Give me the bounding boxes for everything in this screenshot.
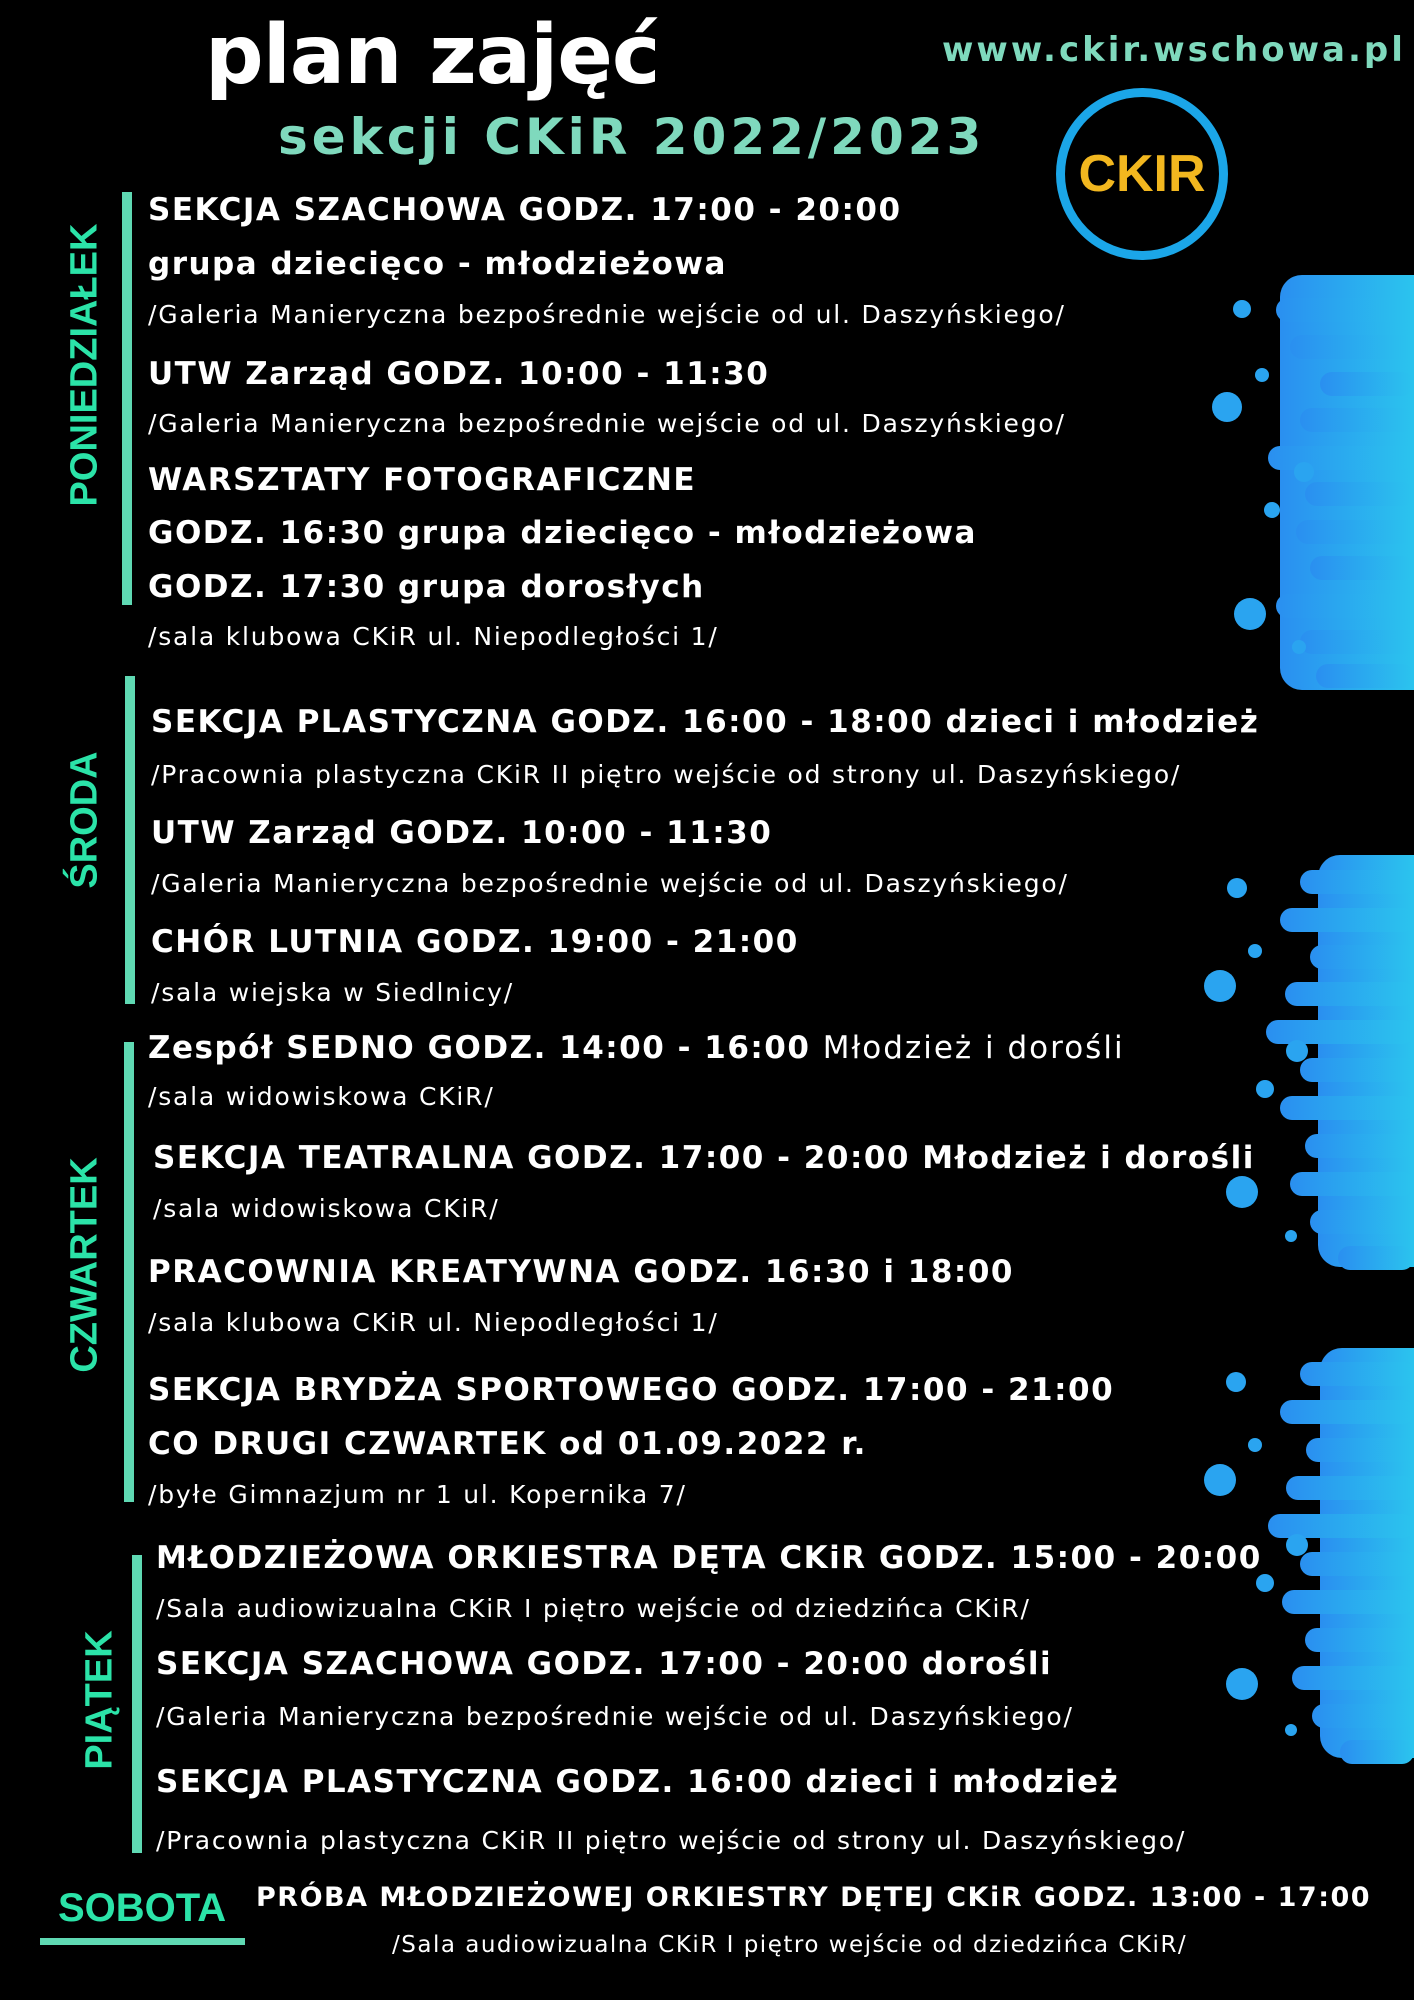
location-line: /Galeria Manieryczna bezpośrednie wejście od ul. Daszyńskiego/ <box>151 869 1069 898</box>
location-line: /Galeria Manieryczna bezpośrednie wejście od ul. Daszyńskiego/ <box>156 1702 1074 1731</box>
location-line: /Pracownia plastyczna CKiR II piętro wejście od strony ul. Daszyńskiego/ <box>151 760 1182 789</box>
activity-line: WARSZTATY FOTOGRAFICZNE <box>148 462 697 498</box>
day-bar-piatek <box>132 1555 142 1853</box>
activity-line: PRACOWNIA KREATYWNA GODZ. 16:30 i 18:00 <box>148 1254 1014 1290</box>
page-title: plan zajęć <box>205 8 660 103</box>
location-line: /byłe Gimnazjum nr 1 ul. Kopernika 7/ <box>148 1480 687 1509</box>
activity-line: GODZ. 17:30 grupa dorosłych <box>148 569 705 605</box>
location-line: /sala widowiskowa CKiR/ <box>148 1082 495 1111</box>
day-label-czwartek: CZWARTEK <box>63 1157 106 1373</box>
activity-line: MŁODZIEŻOWA ORKIESTRA DĘTA CKiR GODZ. 15:00 - 20:00 <box>156 1540 1262 1576</box>
day-bar-czwartek <box>124 1042 134 1502</box>
day-label-sobota: SOBOTA <box>58 1886 227 1930</box>
location-line: /sala widowiskowa CKiR/ <box>153 1194 500 1223</box>
activity-line: SEKCJA PLASTYCZNA GODZ. 16:00 dzieci i młodzież <box>156 1764 1120 1800</box>
website-link[interactable]: www.ckir.wschowa.pl <box>942 30 1406 70</box>
activity-line: SEKCJA PLASTYCZNA GODZ. 16:00 - 18:00 dzieci i młodzież <box>151 704 1260 740</box>
activity-line: CHÓR LUTNIA GODZ. 19:00 - 21:00 <box>151 924 799 960</box>
activity-line: PRÓBA MŁODZIEŻOWEJ ORKIESTRY DĘTEJ CKiR GODZ. 13:00 - 17:00 <box>256 1882 1372 1913</box>
page-subtitle: sekcji CKiR 2022/2023 <box>278 108 986 166</box>
activity-line: SEKCJA BRYDŻA SPORTOWEGO GODZ. 17:00 - 21:00 <box>148 1372 1115 1408</box>
activity-line: CO DRUGI CZWARTEK od 01.09.2022 r. <box>148 1426 867 1462</box>
day-bar-sobota <box>40 1938 245 1945</box>
activity-line: Zespół SEDNO GODZ. 14:00 - 16:00 Młodzież i dorośli <box>148 1030 1125 1066</box>
location-line: /sala klubowa CKiR ul. Niepodległości 1/ <box>148 1308 719 1337</box>
location-line: /Galeria Manieryczna bezpośrednie wejście od ul. Daszyńskiego/ <box>148 300 1066 329</box>
activity-line: SEKCJA SZACHOWA GODZ. 17:00 - 20:00 <box>148 192 902 228</box>
logo: CKIR <box>1078 145 1206 203</box>
day-label-poniedzialek: PONIEDZIAŁEK <box>63 223 106 507</box>
activity-line: SEKCJA SZACHOWA GODZ. 17:00 - 20:00 dorośli <box>156 1646 1053 1682</box>
location-line: /Galeria Manieryczna bezpośrednie wejście od ul. Daszyńskiego/ <box>148 409 1066 438</box>
activity-line: UTW Zarząd GODZ. 10:00 - 11:30 <box>148 356 770 392</box>
location-line: /Pracownia plastyczna CKiR II piętro wejście od strony ul. Daszyńskiego/ <box>156 1826 1187 1855</box>
activity-line: grupa dziecięco - młodzieżowa <box>148 246 727 282</box>
day-label-piatek: PIĄTEK <box>78 1630 121 1770</box>
location-line: /Sala audiowizualna CKiR I piętro wejście od dziedzińca CKiR/ <box>392 1932 1188 1958</box>
activity-line: SEKCJA TEATRALNA GODZ. 17:00 - 20:00 Młodzież i dorośli <box>153 1140 1255 1176</box>
location-line: /Sala audiowizualna CKiR I piętro wejście od dziedzińca CKiR/ <box>156 1594 1031 1623</box>
location-line: /sala wiejska w Siedlnicy/ <box>151 978 514 1007</box>
activity-line: UTW Zarząd GODZ. 10:00 - 11:30 <box>151 815 773 851</box>
day-bar-sroda <box>125 676 135 1004</box>
activity-line: GODZ. 16:30 grupa dziecięco - młodzieżowa <box>148 515 977 551</box>
day-bar-poniedzialek <box>122 192 132 605</box>
location-line: /sala klubowa CKiR ul. Niepodległości 1/ <box>148 622 719 651</box>
day-label-sroda: ŚRODA <box>63 751 106 889</box>
